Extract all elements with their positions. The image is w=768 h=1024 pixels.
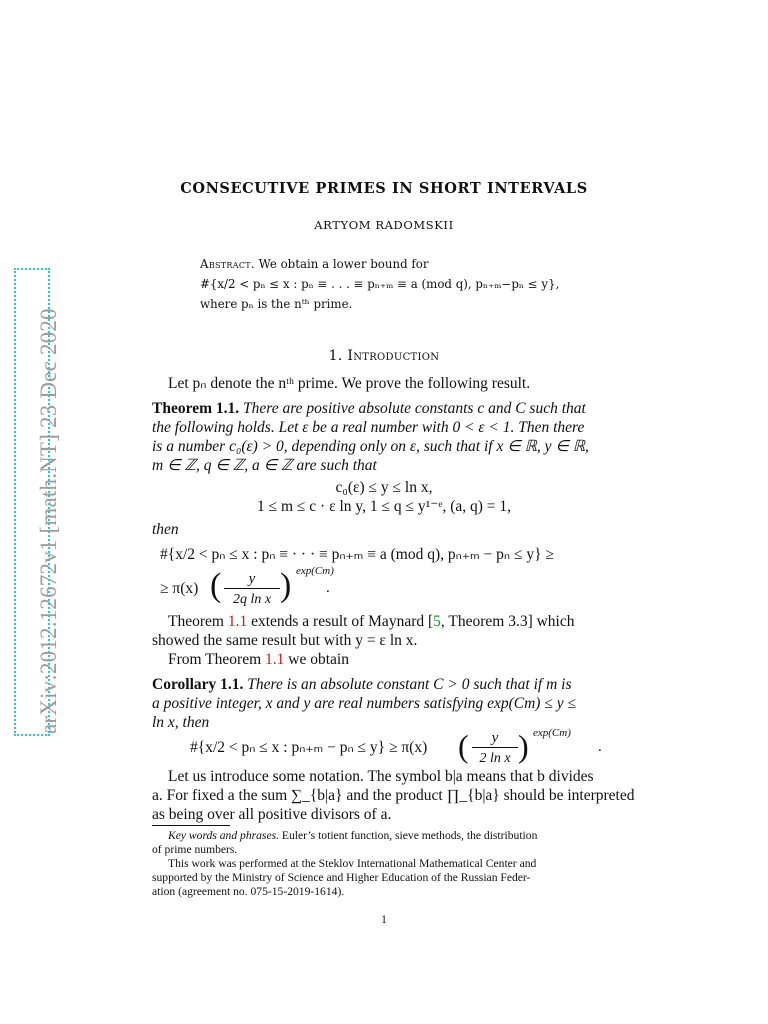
abstract-line-1: Abstract. We obtain a lower bound for [200,257,429,271]
corollary-line-1: Corollary 1.1. There is an absolute constant C > 0 such that if m is [152,676,572,693]
notation-line-2: a. For fixed a the sum ∑_{b|a} and the product ∏_{b|a} should be interpreted [152,787,635,804]
remark-line-2: showed the same result but with y = ε ln x. [152,632,418,649]
remark-line-3: From Theorem 1.1 we obtain [168,651,349,668]
equation-4: ≥ π(x) ( y 2q ln x ) exp(Cm) . [160,565,334,607]
footnote-2-line-2: supported by the Ministry of Science and Higher Education of the Russian Feder- [152,871,531,884]
abstract-line-3: where pₙ is the nᵗʰ prime. [200,297,353,311]
footnote-2-line-1: This work was performed at the Steklov International Mathematical Center and [168,857,537,870]
theorem-line-1: Theorem 1.1. There are positive absolute constants c and C such that [152,400,586,417]
notation-line-1: Let us introduce some notation. The symbol b|a means that b divides [168,768,594,785]
footnote-rule [152,825,230,826]
corollary-line-2: a positive integer, x and y are real numbers satisfying exp(Cm) ≤ y ≤ [152,695,576,712]
footnote-1-line-2: of prime numbers. [152,843,238,856]
footnote-2-line-3: ation (agreement no. 075-15-2019-1614). [152,885,345,898]
theorem-line-4: m ∈ ℤ, q ∈ ℤ, a ∈ ℤ are such that [152,457,377,474]
corollary-line-3: ln x, then [152,714,210,731]
section-heading: 1. Introduction [328,348,440,364]
paper-author: ARTYOM RADOMSKII [314,218,454,232]
remark-line-1: Theorem 1.1 extends a result of Maynard [5, Theorem 3.3] which [168,613,575,630]
theorem-line-3: is a number c₀(ε) > 0, depending only on ε, such that if x ∈ ℝ, y ∈ ℝ, [152,438,589,455]
abstract-label: Abstract. [200,257,255,271]
theorem-label: Theorem 1.1. [152,400,240,417]
intro-line: Let pₙ denote the nᵗʰ prime. We prove the following result. [168,375,531,392]
page-number: 1 [381,914,387,926]
theorem-ref-link[interactable]: 1.1 [227,613,248,630]
citation-link[interactable]: 5 [433,613,441,630]
notation-line-3: as being over all positive divisors of a. [152,806,392,823]
theorem-line-2: the following holds. Let ε be a real number with 0 < ε < 1. Then there [152,419,585,436]
abstract-line-2: #{x/2 < pₙ ≤ x : pₙ ≡ . . . ≡ pₙ₊ₘ ≡ a (mod q), pₙ₊ₘ−pₙ ≤ y}, [200,277,560,291]
equation-5: #{x/2 < pₙ ≤ x : pₙ₊ₘ − pₙ ≤ y} ≥ π(x) ( y 2 ln x ) exp(Cm) . [190,727,602,766]
corollary-label: Corollary 1.1. [152,676,244,693]
footnote-1-line-1: Key words and phrases. Euler’s totient function, sieve methods, the distribution [168,829,538,842]
equation-1: c₀(ε) ≤ y ≤ ln x, [335,479,433,496]
arxiv-identifier[interactable]: arXiv:2012.12672v1 [math.NT] 23 Dec 2020 [36,308,61,734]
abstract [200,254,580,314]
equation-2: 1 ≤ m ≤ c · ε ln y, 1 ≤ q ≤ y¹⁻ᵉ, (a, q) = 1, [256,498,512,515]
then-word: then [152,521,179,538]
theorem-ref-link[interactable]: 1.1 [265,651,285,668]
paper-title: CONSECUTIVE PRIMES IN SHORT INTERVALS [180,180,588,197]
equation-3: #{x/2 < pₙ ≤ x : pₙ ≡ · · · ≡ pₙ₊ₘ ≡ a (mod q), pₙ₊ₘ − pₙ ≤ y} ≥ [160,546,554,563]
